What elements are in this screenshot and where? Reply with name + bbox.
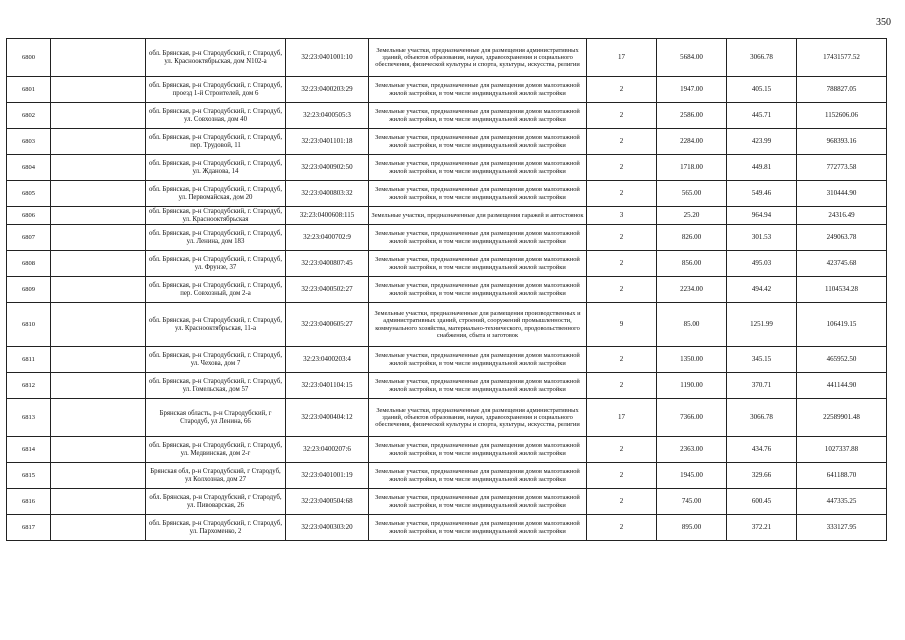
address-cell: обл. Брянская, р-н Стародубский, г. Стародуб, ул. Пархоменко, 2 [146, 515, 286, 541]
specific-value-cell: 3066.78 [727, 399, 797, 437]
row-number-cell: 6811 [7, 347, 51, 373]
address-cell: обл. Брянская, р-н Стародубский, г. Стародуб, ул. Фрунзе, 37 [146, 251, 286, 277]
table-row [7, 39, 887, 77]
address-cell: обл. Брянская, р-н Стародубский, г. Стародуб, ул. Жданова, 14 [146, 155, 286, 181]
land-use-cell: Земельные участки, предназначенные для размещения домов малоэтажной жилой застройки, в том числе индивидуальной жилой застройки [369, 225, 587, 251]
land-use-cell: Земельные участки, предназначенные для размещения гаражей и автостоянок [369, 207, 587, 225]
row-number-cell: 6800 [7, 39, 51, 77]
cadastral-value-cell: 106419.15 [797, 303, 887, 347]
cadastral-number-cell: 32:23:0400803:32 [286, 181, 369, 207]
table-row [7, 251, 887, 277]
address-cell: обл. Брянская, р-н Стародубский, г. Стародуб, пер. Совхозный, дом 2-а [146, 277, 286, 303]
group-cell: 17 [587, 399, 657, 437]
row-number-cell: 6802 [7, 103, 51, 129]
cadastral-number-cell: 32:23:0400207:6 [286, 437, 369, 463]
cadastral-number-cell: 32:23:0401104:15 [286, 373, 369, 399]
specific-value-cell: 345.15 [727, 347, 797, 373]
table-row [7, 129, 887, 155]
land-use-cell: Земельные участки, предназначенные для размещения домов малоэтажной жилой застройки, в том числе индивидуальной жилой застройки [369, 489, 587, 515]
group-cell: 2 [587, 155, 657, 181]
specific-value-cell: 372.21 [727, 515, 797, 541]
address-cell: Брянская обл, р-н Стародубский, г Стародуб, ул Колхозная, дом 27 [146, 463, 286, 489]
empty-cell [51, 103, 146, 129]
table-row [7, 373, 887, 399]
area-cell: 826.00 [657, 225, 727, 251]
group-cell: 2 [587, 515, 657, 541]
row-number-cell: 6803 [7, 129, 51, 155]
specific-value-cell: 964.94 [727, 207, 797, 225]
table-row [7, 181, 887, 207]
land-use-cell: Земельные участки, предназначенные для размещения домов малоэтажной жилой застройки, в том числе индивидуальной жилой застройки [369, 251, 587, 277]
cadastral-number-cell: 32:23:0400902:50 [286, 155, 369, 181]
empty-cell [51, 77, 146, 103]
empty-cell [51, 129, 146, 155]
group-cell: 2 [587, 373, 657, 399]
cadastral-number-cell: 32:23:0400605:27 [286, 303, 369, 347]
row-number-cell: 6801 [7, 77, 51, 103]
empty-cell [51, 39, 146, 77]
address-cell: обл. Брянская, р-н Стародубский, г. Стародуб, пер. Трудовой, 11 [146, 129, 286, 155]
address-cell: обл. Брянская, р-н Стародубский, г. Стародуб, ул. Медвинская, дом 2-г [146, 437, 286, 463]
empty-cell [51, 251, 146, 277]
row-number-cell: 6809 [7, 277, 51, 303]
cadastral-value-cell: 465952.50 [797, 347, 887, 373]
land-use-cell: Земельные участки, предназначенные для размещения домов малоэтажной жилой застройки, в том числе индивидуальной жилой застройки [369, 373, 587, 399]
cadastral-number-cell: 32:23:0400807:45 [286, 251, 369, 277]
area-cell: 2586.00 [657, 103, 727, 129]
area-cell: 85.00 [657, 303, 727, 347]
table-row [7, 347, 887, 373]
cadastral-value-cell: 310444.90 [797, 181, 887, 207]
table-row [7, 489, 887, 515]
table-row [7, 207, 887, 225]
land-use-cell: Земельные участки, предназначенные для размещения домов малоэтажной жилой застройки, в том числе индивидуальной жилой застройки [369, 103, 587, 129]
cadastral-value-cell: 441144.90 [797, 373, 887, 399]
specific-value-cell: 405.15 [727, 77, 797, 103]
empty-cell [51, 207, 146, 225]
table-row [7, 303, 887, 347]
land-use-cell: Земельные участки, предназначенные для размещения домов малоэтажной жилой застройки, в том числе индивидуальной жилой застройки [369, 129, 587, 155]
cadastral-value-cell: 641188.70 [797, 463, 887, 489]
cadastral-number-cell: 32:23:0400504:68 [286, 489, 369, 515]
area-cell: 745.00 [657, 489, 727, 515]
cadastral-value-cell: 1104534.28 [797, 277, 887, 303]
group-cell: 2 [587, 277, 657, 303]
specific-value-cell: 301.53 [727, 225, 797, 251]
table-row [7, 77, 887, 103]
specific-value-cell: 370.71 [727, 373, 797, 399]
land-use-cell: Земельные участки, предназначенные для размещения административных зданий, объектов образования, науки, здравоохранения и социального обеспечения, физической культуры и спорта, культуры, искусства, религии [369, 39, 587, 77]
cadastral-value-cell: 788827.05 [797, 77, 887, 103]
land-use-cell: Земельные участки, предназначенные для размещения домов малоэтажной жилой застройки, в том числе индивидуальной жилой застройки [369, 181, 587, 207]
land-use-cell: Земельные участки, предназначенные для размещения домов малоэтажной жилой застройки, в том числе индивидуальной жилой застройки [369, 347, 587, 373]
cadastral-number-cell: 32:23:0400505:3 [286, 103, 369, 129]
area-cell: 856.00 [657, 251, 727, 277]
cadastral-value-cell: 249063.78 [797, 225, 887, 251]
cadastral-number-cell: 32:23:0400203:4 [286, 347, 369, 373]
empty-cell [51, 277, 146, 303]
address-cell: обл. Брянская, р-н Стародубский, г. Стародуб, ул. Краснооктябрьская [146, 207, 286, 225]
row-number-cell: 6808 [7, 251, 51, 277]
cadastral-number-cell: 32:23:0400502:27 [286, 277, 369, 303]
empty-cell [51, 515, 146, 541]
cadastral-number-cell: 32:23:0401101:18 [286, 129, 369, 155]
empty-cell [51, 303, 146, 347]
table-row [7, 437, 887, 463]
specific-value-cell: 449.81 [727, 155, 797, 181]
land-use-cell: Земельные участки, предназначенные для размещения домов малоэтажной жилой застройки, в том числе индивидуальной жилой застройки [369, 155, 587, 181]
page-number: 350 [876, 17, 891, 28]
empty-cell [51, 463, 146, 489]
address-cell: обл. Брянская, р-н Стародубский, г. Стародуб, ул. Гомельская, дом 57 [146, 373, 286, 399]
table-row [7, 399, 887, 437]
cadastral-value-cell: 24316.49 [797, 207, 887, 225]
cadastral-value-cell: 772773.58 [797, 155, 887, 181]
land-use-cell: Земельные участки, предназначенные для размещения домов малоэтажной жилой застройки, в том числе индивидуальной жилой застройки [369, 463, 587, 489]
address-cell: обл. Брянская, р-н Стародубский, г. Стародуб, ул. Ленина, дом 183 [146, 225, 286, 251]
row-number-cell: 6810 [7, 303, 51, 347]
address-cell: обл. Брянская, р-н Стародубский, г. Стародуб, ул. Совхозная, дом 40 [146, 103, 286, 129]
empty-cell [51, 225, 146, 251]
cadastral-value-cell: 22589901.48 [797, 399, 887, 437]
specific-value-cell: 423.99 [727, 129, 797, 155]
empty-cell [51, 155, 146, 181]
group-cell: 2 [587, 437, 657, 463]
area-cell: 1350.00 [657, 347, 727, 373]
cadastral-value-cell: 1152606.06 [797, 103, 887, 129]
empty-cell [51, 399, 146, 437]
specific-value-cell: 329.66 [727, 463, 797, 489]
specific-value-cell: 3066.78 [727, 39, 797, 77]
cadastral-value-cell: 447335.25 [797, 489, 887, 515]
empty-cell [51, 181, 146, 207]
area-cell: 1718.00 [657, 155, 727, 181]
cadastral-value-cell: 968393.16 [797, 129, 887, 155]
land-use-cell: Земельные участки, предназначенные для размещения домов малоэтажной жилой застройки, в том числе индивидуальной жилой застройки [369, 515, 587, 541]
cadastral-value-table [6, 38, 887, 541]
row-number-cell: 6805 [7, 181, 51, 207]
cadastral-number-cell: 32:23:0400608:115 [286, 207, 369, 225]
cadastral-value-cell: 1027337.88 [797, 437, 887, 463]
specific-value-cell: 495.03 [727, 251, 797, 277]
area-cell: 5684.00 [657, 39, 727, 77]
area-cell: 1190.00 [657, 373, 727, 399]
table-row [7, 225, 887, 251]
group-cell: 2 [587, 129, 657, 155]
empty-cell [51, 373, 146, 399]
address-cell: обл. Брянская, р-н Стародубский, г. Стародуб, ул. Чехова, дом 7 [146, 347, 286, 373]
group-cell: 2 [587, 463, 657, 489]
cadastral-value-cell: 423745.68 [797, 251, 887, 277]
table-row [7, 103, 887, 129]
group-cell: 2 [587, 225, 657, 251]
area-cell: 565.00 [657, 181, 727, 207]
land-use-cell: Земельные участки, предназначенные для размещения домов малоэтажной жилой застройки, в том числе индивидуальной жилой застройки [369, 77, 587, 103]
area-cell: 1947.00 [657, 77, 727, 103]
specific-value-cell: 549.46 [727, 181, 797, 207]
row-number-cell: 6804 [7, 155, 51, 181]
cadastral-value-cell: 333127.95 [797, 515, 887, 541]
row-number-cell: 6812 [7, 373, 51, 399]
cadastral-number-cell: 32:23:0401001:19 [286, 463, 369, 489]
area-cell: 2234.00 [657, 277, 727, 303]
land-use-cell: Земельные участки, предназначенные для размещения административных зданий, объектов образования, науки, здравоохранения и социального обеспечения, физической культуры и спорта, культуры, искусства, религии [369, 399, 587, 437]
empty-cell [51, 347, 146, 373]
area-cell: 2284.00 [657, 129, 727, 155]
address-cell: обл. Брянская, р-н Стародубский, г Стародуб, ул. Пивоварская, 26 [146, 489, 286, 515]
address-cell: обл. Брянская, р-н Стародубский, г. Стародуб, ул. Краснооктябрьская, дом N102-а [146, 39, 286, 77]
land-use-cell: Земельные участки, предназначенные для размещения производственных и административных зданий, строений, сооружений промышленности, коммунального хозяйства, материально-технического, продовольственного снабжения, сбыта и заготовок [369, 303, 587, 347]
group-cell: 2 [587, 347, 657, 373]
group-cell: 2 [587, 103, 657, 129]
specific-value-cell: 1251.99 [727, 303, 797, 347]
group-cell: 9 [587, 303, 657, 347]
group-cell: 2 [587, 489, 657, 515]
area-cell: 1945.00 [657, 463, 727, 489]
area-cell: 895.00 [657, 515, 727, 541]
land-use-cell: Земельные участки, предназначенные для размещения домов малоэтажной жилой застройки, в том числе индивидуальной жилой застройки [369, 437, 587, 463]
area-cell: 25.20 [657, 207, 727, 225]
table-row [7, 155, 887, 181]
row-number-cell: 6806 [7, 207, 51, 225]
table-row [7, 515, 887, 541]
area-cell: 7366.00 [657, 399, 727, 437]
row-number-cell: 6816 [7, 489, 51, 515]
row-number-cell: 6814 [7, 437, 51, 463]
cadastral-number-cell: 32:23:0400303:20 [286, 515, 369, 541]
empty-cell [51, 489, 146, 515]
table-row [7, 277, 887, 303]
group-cell: 3 [587, 207, 657, 225]
address-cell: обл. Брянская, р-н Стародубский, г. Стародуб, проезд 1-й Строителей, дом 6 [146, 77, 286, 103]
land-use-cell: Земельные участки, предназначенные для размещения домов малоэтажной жилой застройки, в том числе индивидуальной жилой застройки [369, 277, 587, 303]
group-cell: 2 [587, 77, 657, 103]
row-number-cell: 6815 [7, 463, 51, 489]
group-cell: 2 [587, 181, 657, 207]
specific-value-cell: 600.45 [727, 489, 797, 515]
specific-value-cell: 494.42 [727, 277, 797, 303]
empty-cell [51, 437, 146, 463]
specific-value-cell: 434.76 [727, 437, 797, 463]
group-cell: 17 [587, 39, 657, 77]
area-cell: 2363.00 [657, 437, 727, 463]
cadastral-number-cell: 32:23:0401001:10 [286, 39, 369, 77]
group-cell: 2 [587, 251, 657, 277]
row-number-cell: 6817 [7, 515, 51, 541]
row-number-cell: 6807 [7, 225, 51, 251]
specific-value-cell: 445.71 [727, 103, 797, 129]
cadastral-number-cell: 32:23:0400404:12 [286, 399, 369, 437]
cadastral-value-cell: 17431577.52 [797, 39, 887, 77]
table-row [7, 463, 887, 489]
cadastral-number-cell: 32:23:0400203:29 [286, 77, 369, 103]
address-cell: Брянская область, р-н Стародубский, г Стародуб, ул Ленина, 66 [146, 399, 286, 437]
row-number-cell: 6813 [7, 399, 51, 437]
address-cell: обл. Брянская, р-н Стародубский, г. Стародуб, ул. Краснооктябрьская, 11-а [146, 303, 286, 347]
address-cell: обл. Брянская, р-н Стародубский, г. Стародуб, ул. Первомайская, дом 20 [146, 181, 286, 207]
cadastral-number-cell: 32:23:0400702:9 [286, 225, 369, 251]
